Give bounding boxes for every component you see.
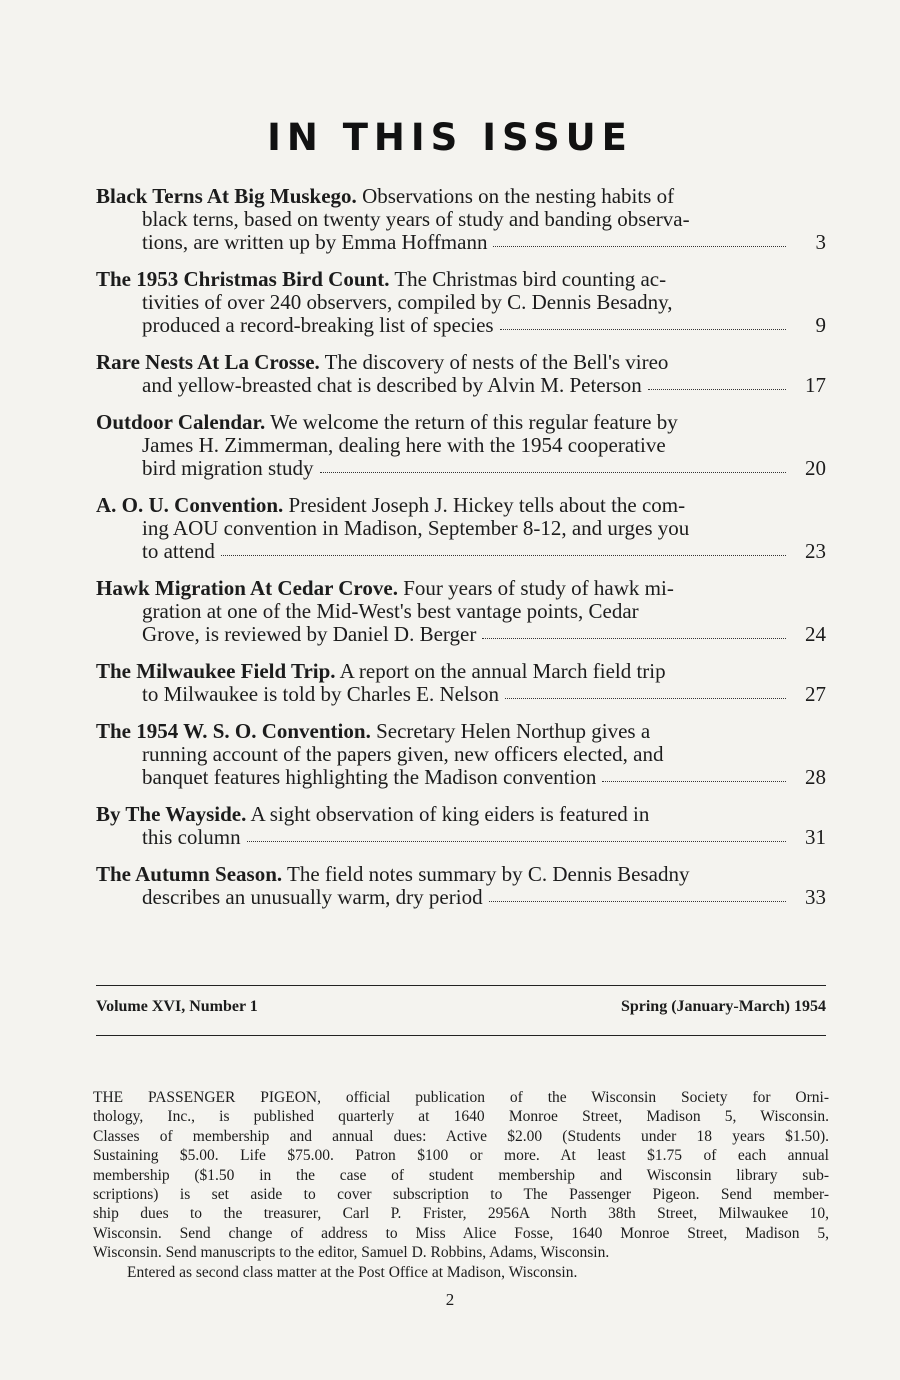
toc-entry-last-line — [96, 766, 826, 789]
toc-entry-text: to attend — [142, 539, 215, 563]
toc-entry[interactable] — [96, 185, 826, 254]
dot-leader — [482, 637, 786, 639]
toc-entry[interactable] — [96, 577, 826, 646]
toc-entry-heading: The Milwaukee Field Trip. — [96, 659, 336, 683]
toc-entry-last-line — [96, 826, 826, 849]
toc-entry-first-line — [96, 577, 826, 600]
toc-entry-text: James H. Zimmerman, dealing here with the 1954 cooperative — [142, 433, 666, 457]
toc-entry[interactable] — [96, 494, 826, 563]
publication-statement — [93, 1088, 829, 1282]
toc-entry-text: tivities of over 240 observers, compiled by C. Dennis Besadny, — [142, 290, 673, 314]
toc-entry-last-line — [96, 886, 826, 909]
toc-entry-page: 20 — [805, 456, 826, 480]
publication-text-line: scriptions) is set aside to cover subscription to The Passenger Pigeon. Send member- — [93, 1186, 829, 1204]
toc-entry-heading: By The Wayside. — [96, 802, 247, 826]
bottom-divider — [96, 1035, 826, 1036]
issue-season: Spring (January-March) 1954 — [620, 998, 826, 1015]
toc-entry-last-line — [96, 623, 826, 646]
toc-entry-last-line — [96, 231, 826, 254]
dot-leader — [648, 388, 786, 390]
publication-text-line: THE PASSENGER PIGEON, official publication of the Wisconsin Society for Orni- — [93, 1089, 829, 1106]
volume-number: Volume XVI, Number 1 — [96, 998, 258, 1015]
toc-entry-text: this column — [142, 825, 241, 849]
toc-entry-text: and yellow-breasted chat is described by Alvin M. Peterson — [142, 373, 642, 397]
toc-entry-text: running account of the papers given, new officers elected, and — [142, 742, 664, 766]
toc-entry-last-line — [96, 314, 826, 337]
toc-entry[interactable] — [96, 268, 826, 337]
toc-entry-text: bird migration study — [142, 456, 314, 480]
toc-entry[interactable] — [96, 351, 826, 397]
toc-entry-last-line — [96, 457, 826, 480]
toc-entry-page: 33 — [805, 885, 826, 909]
toc-entry-text: black terns, based on twenty years of study and banding observa- — [142, 207, 690, 231]
dot-leader — [221, 554, 786, 556]
toc-entry-page: 28 — [805, 765, 826, 789]
toc-entry-text: produced a record-breaking list of species — [142, 313, 494, 337]
publication-text-line: thology, Inc., is published quarterly at 1640 Monroe Street, Madison 5, Wisconsin. — [93, 1108, 829, 1126]
toc-entry-text: describes an unusually warm, dry period — [142, 885, 483, 909]
toc-entry-heading: Rare Nests At La Crosse. — [96, 350, 320, 374]
top-divider — [96, 985, 826, 986]
toc-entry-page: 17 — [805, 373, 826, 397]
dot-leader — [602, 780, 786, 782]
toc-entry-text: The discovery of nests of the Bell's vireo — [319, 350, 669, 374]
toc-entry-text: banquet features highlighting the Madison convention — [142, 765, 597, 789]
page-title: IN THIS ISSUE — [267, 116, 633, 159]
publication-text-line: Wisconsin. Send manuscripts to the editor, Samuel D. Robbins, Adams, Wisconsin. — [93, 1244, 610, 1262]
toc-entry-heading: The 1953 Christmas Bird Count. — [96, 267, 390, 291]
toc-entry-text: A report on the annual March field trip — [335, 659, 666, 683]
toc-entry-first-line — [96, 494, 826, 517]
toc-entry[interactable] — [96, 660, 826, 706]
toc-entry-text: Secretary Helen Northup gives a — [370, 719, 651, 743]
toc-entry-text: The field notes summary by C. Dennis Besadny — [282, 862, 690, 886]
toc-entry-first-line — [96, 660, 826, 683]
toc-entry-page: 27 — [805, 682, 826, 706]
toc-entry-first-line — [96, 411, 826, 434]
dot-leader — [247, 840, 786, 842]
toc-entry-text: President Joseph J. Hickey tells about the com- — [283, 493, 686, 517]
toc-entry-heading: Outdoor Calendar. — [96, 410, 266, 434]
toc-entry-first-line — [96, 351, 826, 374]
toc-entry-text: tions, are written up by Emma Hoffmann — [142, 230, 488, 254]
toc-entry-last-line — [96, 374, 826, 397]
toc-entry-last-line — [96, 683, 826, 706]
dot-leader — [493, 245, 786, 247]
toc-entry-first-line — [96, 803, 826, 826]
toc-entry-text: Four years of study of hawk mi- — [397, 576, 674, 600]
toc-entry-heading: The 1954 W. S. O. Convention. — [96, 719, 371, 743]
toc-entry-first-line — [96, 720, 826, 743]
toc-entry-text: The Christmas bird counting ac- — [389, 267, 667, 291]
dot-leader — [320, 471, 787, 473]
table-of-contents — [96, 185, 826, 923]
toc-entry-text: A sight observation of king eiders is featured in — [246, 802, 650, 826]
publication-text-line: Sustaining $5.00. Life $75.00. Patron $100 or more. At least $1.75 of each annual — [93, 1147, 829, 1165]
toc-entry-page: 3 — [815, 230, 826, 254]
toc-entry-first-line — [96, 863, 826, 886]
toc-entry-heading: Hawk Migration At Cedar Crove. — [96, 576, 398, 600]
toc-entry-text: Grove, is reviewed by Daniel D. Berger — [142, 622, 477, 646]
toc-entry-text: Observations on the nesting habits of — [356, 184, 675, 208]
toc-entry-text: We welcome the return of this regular feature by — [265, 410, 678, 434]
toc-entry-first-line — [96, 185, 826, 208]
dot-leader — [505, 697, 786, 699]
toc-entry-page: 24 — [805, 622, 826, 646]
toc-entry[interactable] — [96, 720, 826, 789]
issue-info-row — [96, 998, 826, 1016]
toc-entry-heading: A. O. U. Convention. — [96, 493, 284, 517]
toc-entry-heading: The Autumn Season. — [96, 862, 283, 886]
toc-entry-text: ing AOU convention in Madison, September 8-12, and urges you — [142, 516, 690, 540]
dot-leader — [489, 900, 786, 902]
toc-entry-last-line — [96, 540, 826, 563]
publication-text-line: membership ($1.50 in the case of student membership and Wisconsin library sub- — [93, 1166, 829, 1184]
toc-entry-page: 31 — [805, 825, 826, 849]
toc-entry-text: to Milwaukee is told by Charles E. Nelson — [142, 682, 499, 706]
toc-entry[interactable] — [96, 803, 826, 849]
page-number: 2 — [445, 1290, 455, 1309]
dot-leader — [500, 328, 786, 330]
toc-entry-page: 23 — [805, 539, 826, 563]
toc-entry-first-line — [96, 268, 826, 291]
toc-entry-text: gration at one of the Mid-West's best vantage points, Cedar — [142, 599, 639, 623]
publication-text-line: ship dues to the treasurer, Carl P. Frister, 2956A North 38th Street, Milwaukee 10, — [93, 1205, 829, 1223]
toc-entry[interactable] — [96, 411, 826, 480]
publication-text-line: Wisconsin. Send change of address to Miss Alice Fosse, 1640 Monroe Street, Madison 5, — [93, 1224, 829, 1242]
mailing-notice: Entered as second class matter at the Post Office at Madison, Wisconsin. — [127, 1263, 578, 1281]
publication-text-line: Classes of membership and annual dues: Active $2.00 (Students under 18 years $1.50). — [93, 1127, 829, 1145]
toc-entry-page: 9 — [815, 313, 826, 337]
toc-entry-heading: Black Terns At Big Muskego. — [96, 184, 357, 208]
toc-entry[interactable] — [96, 863, 826, 909]
